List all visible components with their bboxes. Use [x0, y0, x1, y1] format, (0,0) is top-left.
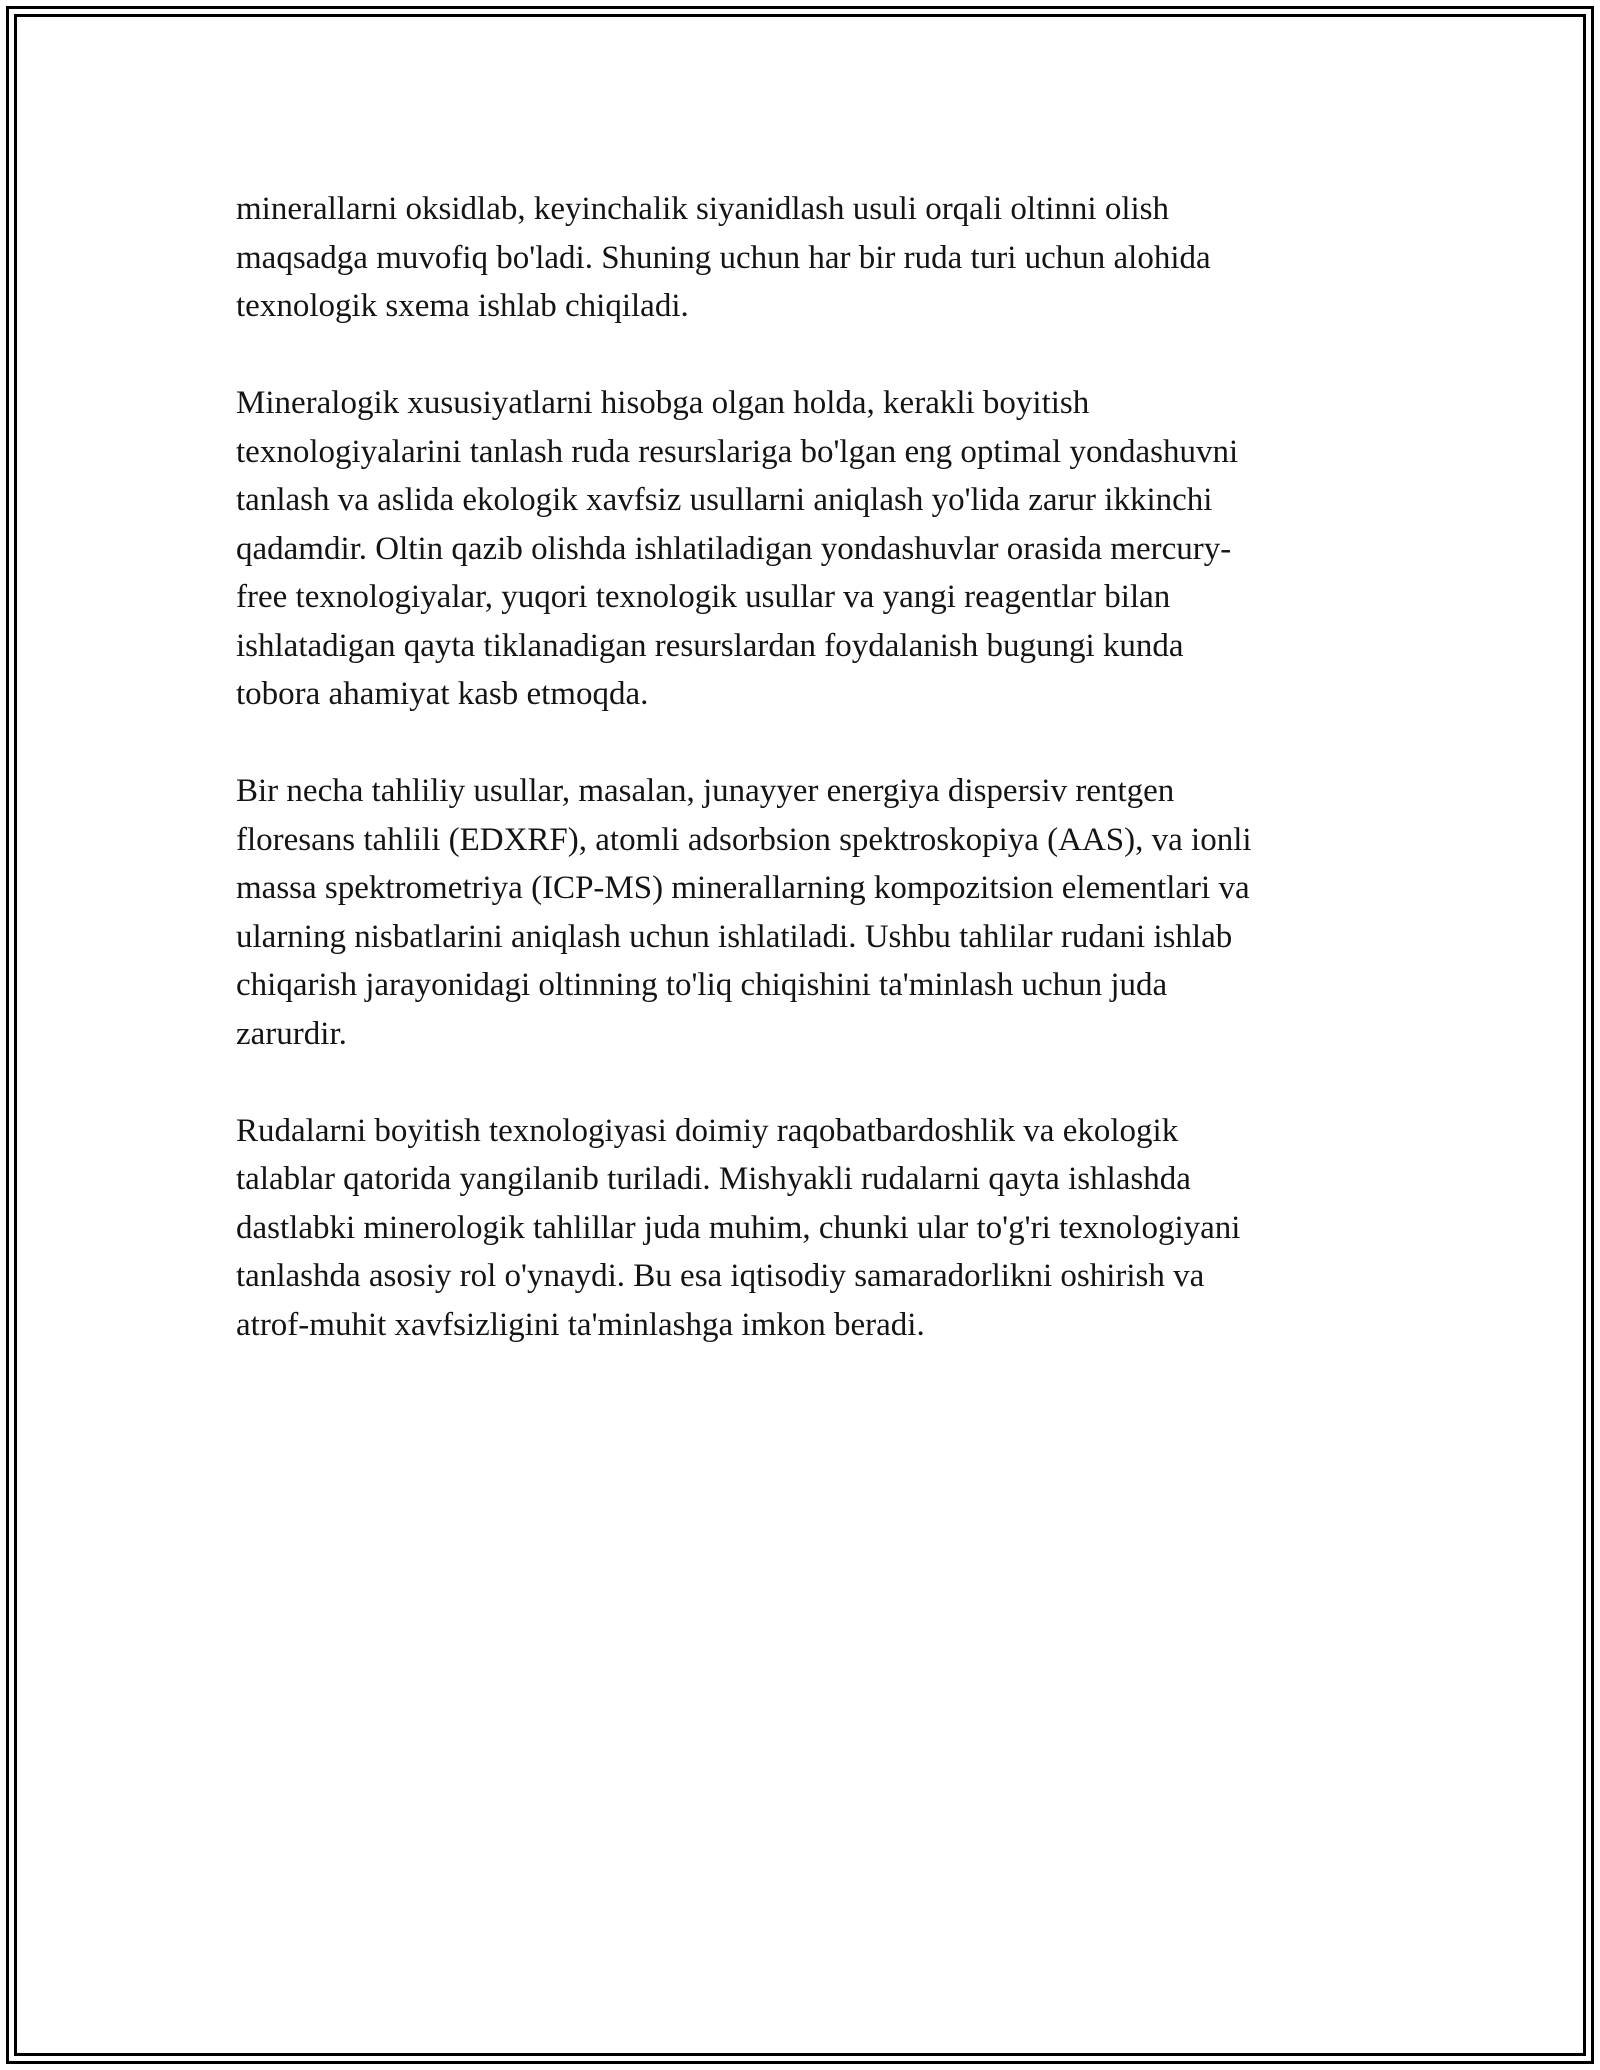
paragraph-4: [236, 1107, 1376, 1350]
paragraph-3: [236, 767, 1376, 1058]
paragraph-2: [236, 379, 1376, 719]
text-line: tanlash va aslida ekologik xavfsiz usullarni aniqlash yo'lida zarur ikkinchi: [236, 482, 1213, 518]
text-line: minerallarni oksidlab, keyinchalik siyanidlash usuli orqali oltinni olish: [236, 191, 1170, 227]
text-line: zarurdir.: [236, 1015, 347, 1052]
text-line: ularning nisbatlarini aniqlash uchun ishlatiladi. Ushbu tahlilar rudani ishlab: [236, 918, 1233, 955]
text-line: massa spektrometriya (ICP-MS) minerallarning kompozitsion elementlari va: [236, 870, 1250, 906]
text-line: Bir necha tahliliy usullar, masalan, junayyer energiya dispersiv rentgen: [236, 773, 1175, 809]
text-line: floresans tahlili (EDXRF), atomli adsorbsion spektroskopiya (AAS), va ionli: [236, 821, 1252, 858]
text-line: tobora ahamiyat kasb etmoqda.: [236, 676, 649, 712]
text-line: maqsadga muvofiq bo'ladi. Shuning uchun har bir ruda turi uchun alohida: [236, 239, 1211, 276]
text-line: texnologik sxema ishlab chiqiladi.: [236, 288, 689, 324]
document-body: [236, 185, 1376, 1398]
text-line: talablar qatorida yangilanib turiladi. Mishyakli rudalarni qayta ishlashda: [236, 1161, 1191, 1197]
text-line: dastlabki minerologik tahlillar juda muhim, chunki ular to'g'ri texnologiyani: [236, 1209, 1241, 1246]
text-line: free texnologiyalar, yuqori texnologik usullar va yangi reagentlar bilan: [236, 579, 1171, 615]
text-line: ishlatadigan qayta tiklanadigan resurslardan foydalanish bugungi kunda: [236, 627, 1184, 664]
text-line: texnologiyalarini tanlash ruda resurslariga bo'lgan eng optimal yondashuvni: [236, 433, 1239, 470]
text-line: chiqarish jarayonidagi oltinning to'liq chiqishini ta'minlash uchun juda: [236, 967, 1168, 1003]
paragraph-1: [236, 185, 1376, 331]
text-line: tanlashda asosiy rol o'ynaydi. Bu esa iqtisodiy samaradorlikni oshirish va: [236, 1258, 1205, 1294]
text-line: qadamdir. Oltin qazib olishda ishlatiladigan yondashuvlar orasida mercury-: [236, 530, 1232, 567]
text-line: Mineralogik xususiyatlarni hisobga olgan holda, kerakli boyitish: [236, 385, 1090, 421]
text-line: Rudalarni boyitish texnologiyasi doimiy raqobatbardoshlik va ekologik: [236, 1112, 1179, 1149]
text-line: atrof-muhit xavfsizligini ta'minlashga imkon beradi.: [236, 1306, 925, 1343]
